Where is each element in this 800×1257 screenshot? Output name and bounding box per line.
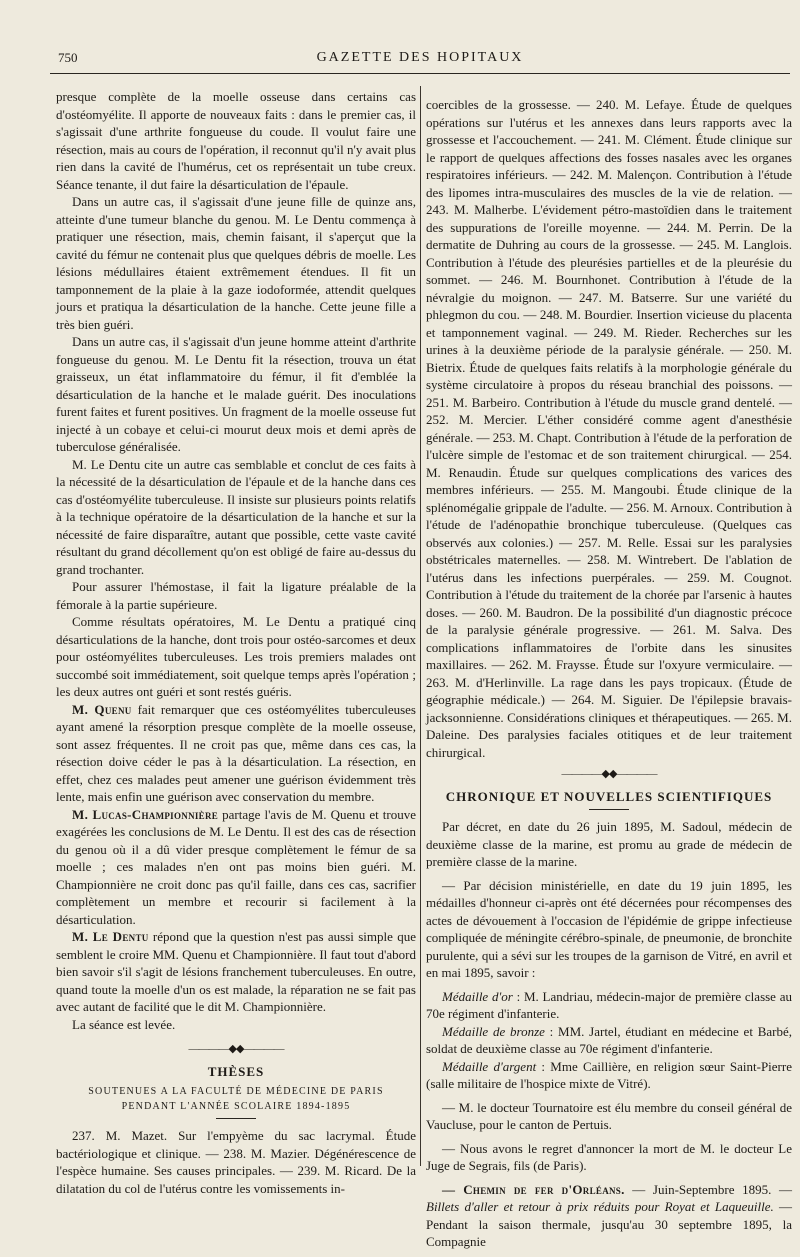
- left-column: [56, 88, 416, 1197]
- medal-label: Médaille d'argent: [442, 1058, 537, 1074]
- paragraph-text: répond que la question n'est pas aussi simple que semblent le croire MM. Quenu et Championnière. Il faut tout d'abord bien savoir s'il s'agit de lésions franchement tuberculeuses. En outre, quand toute la moelle d'un os est malade, la réparation ne se fait pas avec autant de facilité que le dit M. Championnière.: [56, 929, 416, 1014]
- paragraph-dentu: [56, 928, 416, 1016]
- short-rule: [216, 1118, 256, 1119]
- medal-item: [426, 1058, 792, 1093]
- paragraph: presque complète de la moelle osseuse dans certains cas d'ostéomyélite. Il apporte de nouveaux faits : dans le premier cas, il s'agissait d'une arthrite fongueuse du coude. Il voulut faire une résection, mais au cours de l'opération, il reconnut qu'il n'y avait plus rien dans la cavité de l'humérus, cet os représentait un tube creux. Séance tenante, il dut faire la désarticulation de l'épaule.: [56, 89, 416, 192]
- running-title: GAZETTE DES HOPITAUX: [316, 50, 524, 65]
- medal-text: : M. Landriau, médecin-major de première classe au 70e régiment d'infanterie.: [426, 988, 792, 1021]
- column-divider: [420, 86, 421, 1166]
- paragraph-text: partage l'avis de M. Quenu et trouve exagérées les conclusions de M. Le Dentu. Il est des cas de résection du genou où il a dû vider presque complètement le fémur de sa moelle ; ces malades n'en ont pas moins bien guéri. M. Championnière ne croit donc pas qu'il faille, dans ces cas, sacrifier complètement un membre et recourir si facilement à la désarticulation.: [56, 806, 416, 927]
- header-rule: [50, 73, 790, 74]
- medal-item: [426, 988, 792, 1023]
- medal-label: Médaille d'or: [442, 988, 513, 1004]
- news-item: — Par décision ministérielle, en date du 19 juin 1895, les médailles d'honneur ci-après ont été décernées pour récompenses des actes de dévouement à l'occasion de l'épidémie de grippe infectieuse compliquée de méningite cérébro-spinale, de pneumonie, de bronchite purulente, qui a sévi sur les troupes de la garnison de Vitré, en avril et en mai 1895, savoir :: [426, 877, 792, 980]
- chronique-title: CHRONIQUE ET NOUVELLES SCIENTIFIQUES: [445, 788, 773, 804]
- theses-list: 237. M. Mazet. Sur l'empyème du sac lacrymal. Étude bactériologique et clinique. — 238. M. Mazier. Dégénérescence de l'espèce humaine. Ses causes principales. — 239. M. Ricard. De la dilatation du col de l'utérus contre les vomissements in-: [56, 1128, 416, 1196]
- section-ornament: ————◆◆————: [188, 1043, 284, 1055]
- theses-list-continued: coercibles de la grossesse. — 240. M. Lefaye. Étude de quelques opérations sur l'utérus et les annexes dans leurs rapports avec la grossesse et l'accouchement. — 241. M. Clément. Étude clinique sur le rapport de quelques affections des fosses nasales avec les organes respiratoires inférieurs. — 242. M. Malençon. Contribution à l'étude des lipomes intra-musculaires des muscles de la vie de relation. — 243. M. Malherbe. L'évidement pétro-mastoïdien dans le traitement des suppurations de l'oreille moyenne. — 244. M. Perrin. De la dermatite de Duhring au cours de la grossesse. — 245. M. Langlois. Contribution à l'étude des pleurésies partielles et de la pleurésie du sommet. — 246. M. Bournhonet. Contribution à l'étude de la névralgie du moignon. — 247. M. Batserre. Sur une variété du phlegmon du cou. — 248. M. Bourdier. Insertion vicieuse du placenta et tamponnement vaginal. — 249. M. Rieder. Recherches sur les urines à la deuxième période de la paralysie générale. — 250. M. Bietrix. Étude de quelques faits relatifs à la morphologie générale du système circulatoire à propos du réseau branchial des poissons. — 251. M. Barbeiro. Contribution à l'étude du muscle grand dentelé. — 252. M. Mercier. L'éther considéré comme agent d'anesthésie générale. — 253. M. Chapt. Contribution à l'étude de la perforation de l'ulcère simple de l'estomac et de son traitement chirurgical. — 254. M. Renaudin. Étude sur quelques complications des varices des membres inférieurs. — 255. M. Mangoubi. Étude clinique de la splénomégalie grippale de l'adulte. — 256. M. Arnoux. Contribution à l'étude de l'adénopathie bronchique tuberculeuse. (Quelques cas observés aux colonies.) — 257. M. Relle. Essai sur les paralysies obstétricales maternelles. — 258. M. Wintrebert. De l'ablation de l'utérus dans les infections puerpérales. — 259. M. Cougnot. Contribution à l'étude du traitement de la chorée par l'arsenic à hautes doses. — 260. M. Baudron. De la possibilité d'un diagnostic précoce de la paralysie générale progressive. — 261. M. Salva. Des complications inflammatoires de l'orbite dans les sinusites maxillaires. — 262. M. Fraysse. Étude sur l'oxyure vermiculaire. — 263. M. d'Herlinville. La rage dans les pays tropicaux. (Étude de géographie médicale.) — 264. M. Siguier. De l'épilepsie bravais-jacksonnienne. Considérations cliniques et thérapeutiques. — 265. M. Daleine. Des paralysies faciales otitiques et de leur traitement chirurgical.: [426, 97, 792, 760]
- paragraph: Dans un autre cas, il s'agissait d'une jeune fille de quinze ans, atteinte d'une tumeur blanche du genou. M. Le Dentu commença à pratiquer une résection, mais, chemin faisant, il s'aperçut que la cavité du fémur ne contenait plus que quelques débris de moelle. Les lésions médullaires étaient extrêmement étendues. Il fit un tamponnement de la plaie à la gaze iodoformée, attendit quelques jours et pratiqua la désarticulation de la hanche. Cette jeune fille a très bien guéri.: [56, 194, 416, 332]
- speaker-name: M. Lucas-Championnière: [72, 806, 219, 822]
- news-item: Par décret, en date du 26 juin 1895, M. Sadoul, médecin de deuxième classe de la marine, est promu au grade de médecin de première classe de la marine.: [426, 819, 792, 869]
- speaker-name: M. Quenu: [72, 701, 132, 717]
- medal-text: : Mme Caillière, en religion sœur Saint-Pierre (salle militaire de l'hospice mixte de Vitré).: [426, 1058, 792, 1091]
- speaker-name: M. Le Dentu: [72, 929, 149, 944]
- news-italic: Billets d'aller et retour à prix réduits pour Royat et Laqueuille.: [426, 1199, 774, 1214]
- news-text: — Pendant la saison thermale, jusqu'au 30 septembre 1895, la Compagnie: [426, 1199, 793, 1249]
- medal-item: [426, 1023, 792, 1058]
- news-item: — Nous avons le regret d'annoncer la mort de M. le docteur Le Juge de Segrais, fils (de Paris).: [426, 1140, 792, 1173]
- news-text: — Juin-Septembre 1895. —: [624, 1181, 792, 1197]
- paragraph-text: fait remarquer que ces ostéomyélites tuberculeuses ayant amené la résorption presque complète de la moelle osseuse, sont assez fréquentes. Il ne croit pas que, même dans ces cas, la résection doive céder le pas à la désarticulation. La résection, en effet, chez ces malades peut amener une guérison évidemment très lente, mais enfin une guérison avec conservation du membre.: [56, 701, 416, 804]
- paragraph-lucas: [56, 806, 416, 929]
- theses-subtitle: SOUTENUES A LA FACULTÉ DE MÉDECINE DE PARIS: [88, 1086, 384, 1097]
- theses-title: THÈSES: [207, 1063, 265, 1079]
- paragraph: Dans un autre cas, il s'agissait d'un jeune homme atteint d'arthrite fongueuse du genou. M. Le Dentu fit la résection, trouva un état graisseux, un état inflammatoire du fémur, il fit d'emblée la désarticulation de la hanche et le malade guérit. Des inoculations furent faites et furent positives. Un fragment de la moelle osseuse fut injecté à un cobaye et celui-ci mourut deux mois et demi après de tuberculose généralisée.: [56, 334, 416, 454]
- paragraph: Pour assurer l'hémostase, il fait la ligature préalable de la fémorale à la partie supérieure.: [56, 579, 416, 612]
- paragraph: Comme résultats opératoires, M. Le Dentu a pratiqué cinq désarticulations de la hanche, dont trois pour ostéo-sarcomes et deux pour ostéomyélites tuberculeuses. Les trois premiers malades ont succombé soit immédiatement, soit quelque temps après l'opération ; les deux autres ont guéri et sont restés guéris.: [56, 614, 416, 699]
- news-item: — M. le docteur Tournatoire est élu membre du conseil général de Vaucluse, pour le canton de Pertuis.: [426, 1099, 792, 1132]
- news-label: — Chemin de fer d'Orléans.: [442, 1181, 625, 1197]
- chronique-section: [426, 758, 792, 1257]
- news-item: [426, 1181, 792, 1251]
- short-rule: [589, 809, 629, 810]
- right-column: [426, 96, 792, 761]
- page-header: [50, 44, 790, 74]
- section-ornament: ————◆◆————: [561, 768, 657, 780]
- medal-label: Médaille de bronze: [442, 1023, 545, 1039]
- page-number: 750: [58, 50, 78, 65]
- theses-subtitle: PENDANT L'ANNÉE SCOLAIRE 1894-1895: [121, 1101, 351, 1112]
- paragraph-quenu: [56, 701, 416, 806]
- paragraph: La séance est levée.: [72, 1016, 176, 1032]
- medal-text: : MM. Jartel, étudiant en médecine et Barbé, soldat de deuxième classe au 70e régiment d'infanterie.: [426, 1023, 792, 1056]
- paragraph: M. Le Dentu cite un autre cas semblable et conclut de ces faits à la nécessité de la désarticulation de l'épaule et de la hanche dans ces cas d'ostéomyélite tuberculeuse. Il insiste sur plusieurs points relatifs à la technique opératoire de la désarticulation de la hanche et sur la nécessité de faire disparaître, autant que possible, cette vaste cavité résultant du grand décollement qu'on est obligé de faire au-dessus du grand trochanter.: [56, 456, 416, 577]
